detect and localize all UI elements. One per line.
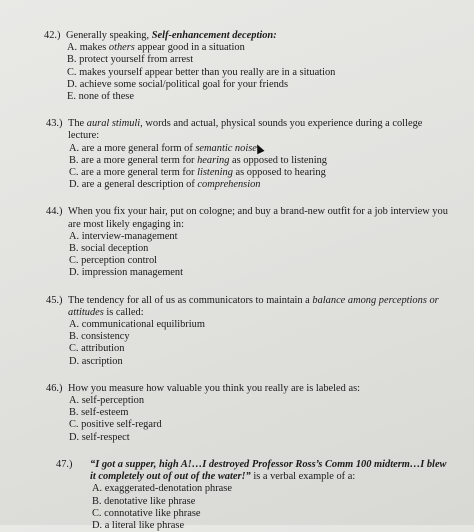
- option-d[interactable]: D. ascription: [69, 355, 123, 367]
- question-43: [46, 118, 454, 191]
- question-prompt: How you measure how valuable you think you really are is labeled as:: [68, 382, 361, 394]
- option-c[interactable]: C. perception control: [69, 255, 158, 267]
- question-number: 45.): [46, 294, 63, 306]
- answer-options: [44, 42, 454, 103]
- option-c[interactable]: C. are a more general term for listening as opposed to hearing: [69, 167, 326, 179]
- option-a[interactable]: A. interview-management: [69, 230, 178, 242]
- question-45: [46, 295, 454, 368]
- question-number: 43.): [46, 118, 63, 130]
- option-a[interactable]: A. makes others appear good in a situation: [67, 42, 245, 54]
- question-prompt: Generally speaking, Self-enhancement deception:: [66, 30, 277, 41]
- question-number: 46.): [46, 382, 63, 394]
- option-b[interactable]: B. denotative like phrase: [92, 495, 196, 507]
- question-prompt: The tendency for all of us as communicators to maintain a balance among perceptions or attitudes is called:: [68, 294, 439, 318]
- option-a[interactable]: A. communicational equilibrium: [69, 319, 205, 331]
- option-a[interactable]: A. self-perception: [69, 395, 145, 407]
- option-d[interactable]: D. a literal like phrase: [92, 519, 185, 531]
- answer-options: [46, 395, 454, 444]
- option-d[interactable]: D. self-respect: [69, 431, 130, 443]
- question-42: [44, 30, 454, 103]
- option-b[interactable]: B. self-esteem: [69, 407, 129, 419]
- answer-options: [46, 231, 454, 280]
- question-number: 42.): [44, 30, 61, 41]
- option-b[interactable]: B. consistency: [69, 331, 130, 343]
- option-d[interactable]: D. impression management: [69, 267, 184, 279]
- option-b[interactable]: B. are a more general term for hearing as opposed to listening: [69, 154, 327, 166]
- option-e[interactable]: E. none of these: [67, 91, 134, 103]
- option-a[interactable]: A. exaggerated-denotation phrase: [92, 483, 232, 495]
- question-47: [56, 459, 454, 532]
- answer-options: [46, 143, 454, 192]
- option-d[interactable]: D. are a general description of comprehension: [69, 179, 261, 191]
- answer-options: [46, 319, 454, 368]
- question-46: [46, 383, 454, 444]
- option-b[interactable]: B. social deception: [69, 243, 149, 255]
- question-prompt: The aural stimuli, words and actual, physical sounds you experience during a college lecture:: [68, 118, 423, 142]
- option-b[interactable]: B. protect yourself from arrest: [67, 54, 194, 66]
- option-c[interactable]: C. makes yourself appear better than you really are in a situation: [67, 66, 336, 78]
- option-d[interactable]: D. achieve some social/political goal for your friends: [67, 78, 289, 90]
- question-prompt: “I got a supper, high A!…I destroyed Professor Ross’s Comm 100 midterm…I blew it completely out of out of the water!” is a verbal example of a:: [90, 458, 447, 483]
- question-number: 44.): [46, 206, 63, 218]
- option-c[interactable]: C. connotative like phrase: [92, 507, 201, 519]
- question-prompt: When you fix your hair, put on cologne; and buy a brand-new outfit for a job interview you are most likely engaging in:: [68, 206, 448, 230]
- option-a[interactable]: A. are a more general form of semantic noise: [69, 143, 454, 155]
- option-c[interactable]: C. positive self-regard: [69, 419, 162, 431]
- option-c[interactable]: C. attribution: [69, 343, 125, 355]
- question-number: 47.): [56, 458, 73, 470]
- question-44: [46, 206, 454, 279]
